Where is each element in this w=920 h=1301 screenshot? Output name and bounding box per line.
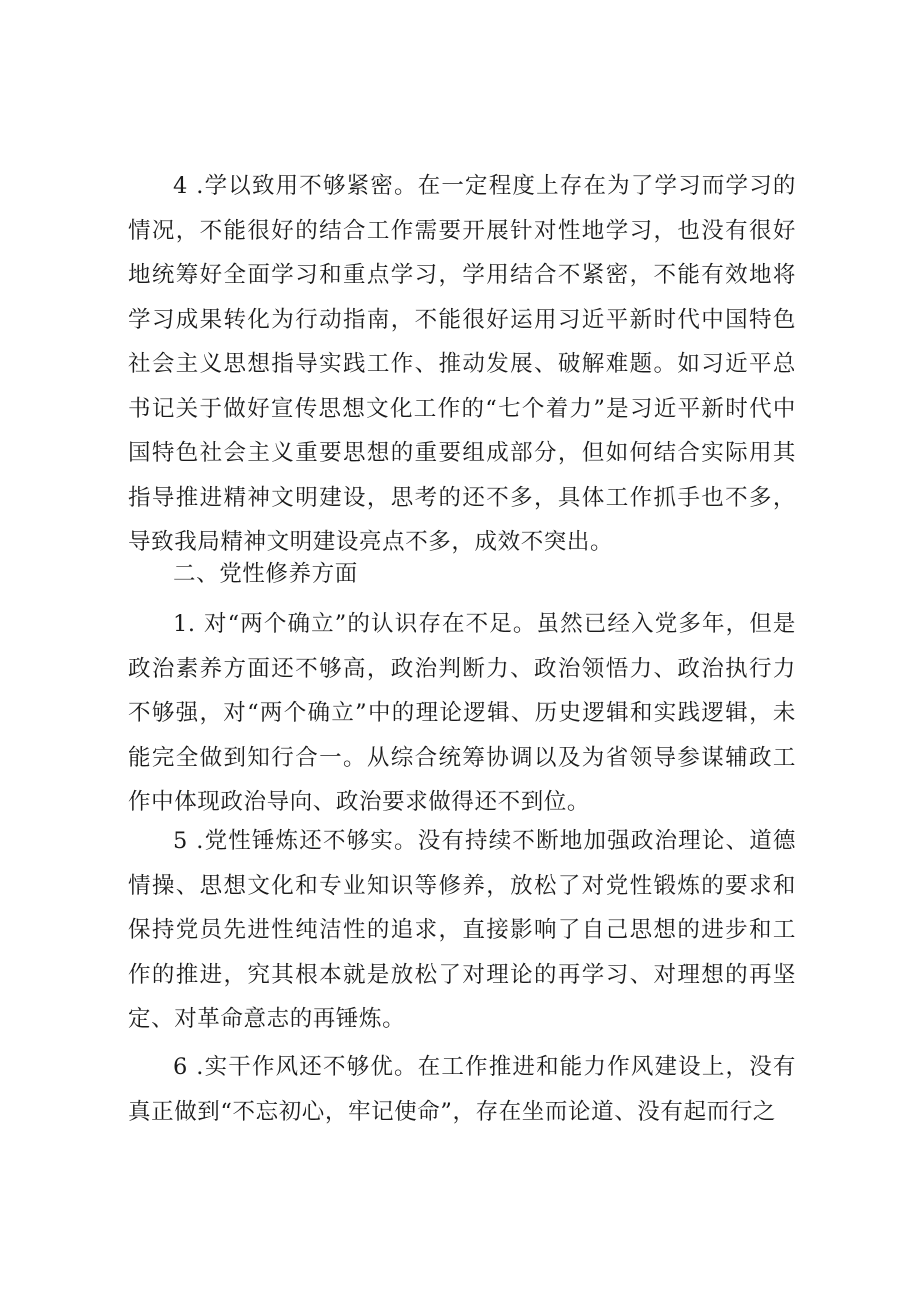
paragraph-party-spirit-tempering: 5 .党性锤炼还不够实。没有持续不断地加强政治理论、道德情操、思想文化和专业知识等修养，放松了对党性锻炼的要求和保持党员先进性纯洁性的追求，直接影响了自己思想的进步和工作的推进，究其根本就是放松了对理论的再学习、对理想的再坚定、对革命意志的再锤炼。 <box>128 828 796 1032</box>
paragraph-practical-work-style: 6 .实干作风还不够优。在工作推进和能力作风建设上，没有真正做到“不忘初心，牢记使命”，存在坐而论道、没有起而行之 <box>128 1054 796 1125</box>
paragraph-two-establishments: 1. 对“两个确立”的认识存在不足。虽然已经入党多年，但是政治素养方面还不够高，政治判断力、政治领悟力、政治执行力不够强，对“两个确立”中的理论逻辑、历史逻辑和实践逻辑，未能完全做到知行合一。从综合统筹协调以及为省领导参谋辅政工作中体现政治导向、政治要求做得还不到位。 <box>128 611 796 815</box>
paragraph-learning-application: 4 .学以致用不够紧密。在一定程度上存在为了学习而学习的情况，不能很好的结合工作需要开展针对性地学习，也没有很好地统筹好全面学习和重点学习，学用结合不紧密，不能有效地将学习成果转化为行动指南，不能很好运用习近平新时代中国特色社会主义思想指导实践工作、推动发展、破解难题。如习近平总书记关于做好宣传思想文化工作的“七个着力”是习近平新时代中国特色社会主义重要思想的重要组成部分，但如何结合实际用其指导推进精神文明建设，思考的还不多，具体工作抓手也不多，导致我局精神文明建设亮点不多，成效不突出。 <box>128 173 796 555</box>
section-heading-party-spirit: 二、党性修养方面 <box>173 561 358 587</box>
